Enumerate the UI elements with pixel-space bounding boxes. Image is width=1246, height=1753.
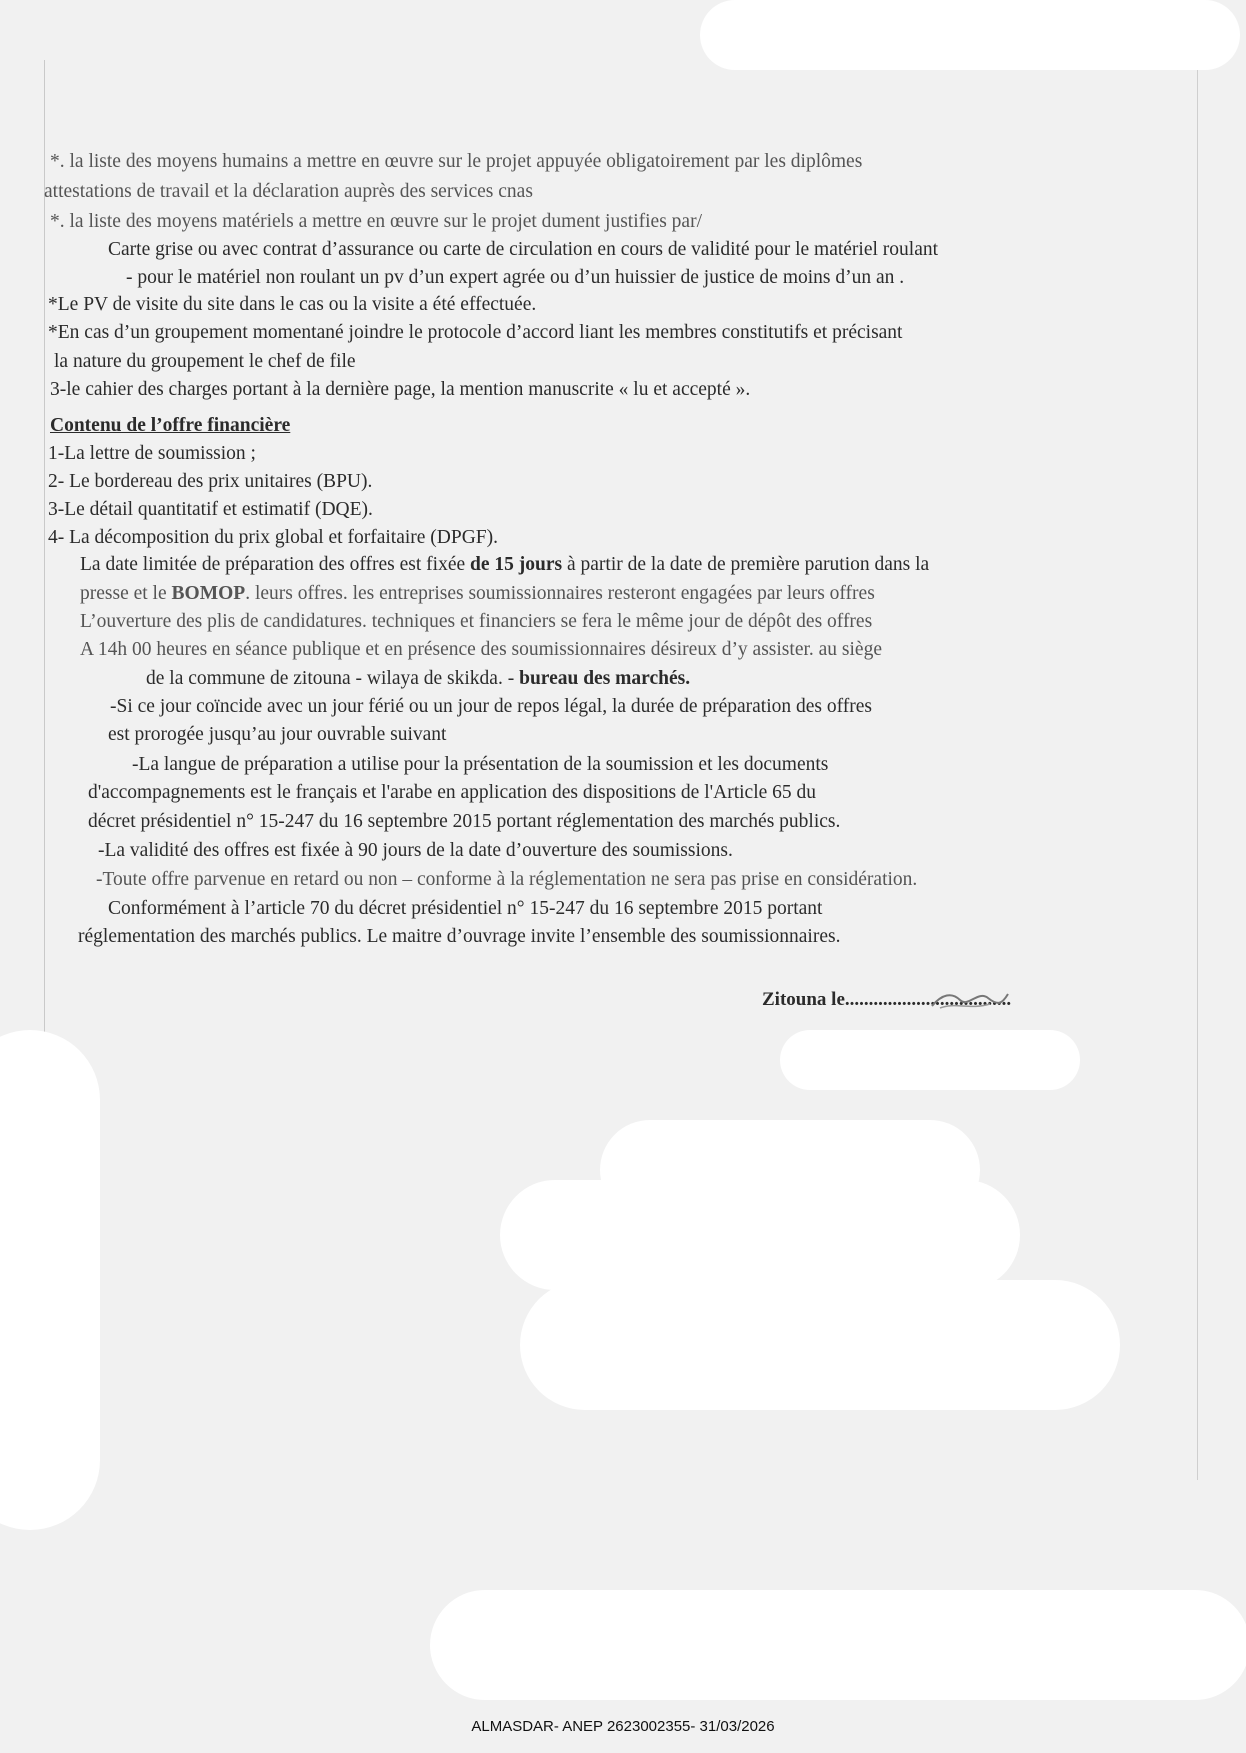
redaction-blob <box>780 1030 1080 1090</box>
text-line: -Toute offre parvenue en retard ou non – conforme à la réglementation ne sera pas prise en considération. <box>96 869 918 890</box>
text-span: . leurs offres. les entreprises soumissionnaires resteront engagées par leurs offres <box>245 583 875 604</box>
signature-scribble-icon <box>930 986 1010 1012</box>
deadline-duration: de 15 jours <box>470 554 563 575</box>
text-line: *En cas d’un groupement momentané joindre le protocole d’accord liant les membres constitutifs et précisant <box>48 322 903 343</box>
text-span: à partir de la date de première parution dans la <box>566 554 930 575</box>
text-line: A 14h 00 heures en séance publique et en présence des soumissionnaires désireux d’y assister. au siège <box>80 639 882 660</box>
text-line: -Si ce jour coïncide avec un jour férié ou un jour de repos légal, la durée de préparation des offres <box>110 696 873 717</box>
text-line: -La langue de préparation a utilise pour la présentation de la soumission et les documents <box>132 754 829 775</box>
text-line <box>80 582 875 606</box>
text-line: Conformément à l’article 70 du décret présidentiel n° 15-247 du 16 septembre 2015 portant <box>108 898 823 919</box>
list-item: 2- Le bordereau des prix unitaires (BPU). <box>48 471 373 492</box>
text-line: Carte grise ou avec contrat d’assurance ou carte de circulation en cours de validité pour le matériel roulant <box>108 239 939 260</box>
redaction-blob <box>0 1030 100 1530</box>
text-line: 3-le cahier des charges portant à la dernière page, la mention manuscrite « lu et accepté ». <box>50 379 751 400</box>
signature-line: Zitouna le................................... <box>762 989 1012 1010</box>
text-line <box>80 553 929 577</box>
text-line: attestations de travail et la déclaration auprès des services cnas <box>44 181 533 202</box>
footer-reference: ALMASDAR- ANEP 2623002355- 31/03/2026 <box>471 1718 775 1735</box>
text-line: *. la liste des moyens matériels a mettre en œuvre sur le projet dument justifies par/ <box>50 211 702 232</box>
text-line: la nature du groupement le chef de file <box>54 351 356 372</box>
page-border-right <box>1197 60 1198 1480</box>
list-item: 1-La lettre de soumission ; <box>48 443 256 464</box>
list-item: 3-Le détail quantitatif et estimatif (DQE). <box>48 499 373 520</box>
text-line: *. la liste des moyens humains a mettre en œuvre sur le projet appuyée obligatoirement par les diplômes <box>50 151 863 172</box>
text-span: La date limitée de préparation des offres est fixée <box>80 554 466 575</box>
list-item: 4- La décomposition du prix global et forfaitaire (DPGF). <box>48 527 499 548</box>
redaction-blob <box>700 0 1240 70</box>
text-line: décret présidentiel n° 15-247 du 16 septembre 2015 portant réglementation des marchés publics. <box>88 811 841 832</box>
redaction-blob <box>520 1280 1120 1410</box>
redaction-blob <box>500 1180 1020 1290</box>
text-line: d'accompagnements est le français et l'arabe en application des dispositions de l'Article 65 du <box>88 782 817 803</box>
bomop-label: BOMOP <box>171 583 246 604</box>
text-line: réglementation des marchés publics. Le maitre d’ouvrage invite l’ensemble des soumissionnaires. <box>78 926 841 947</box>
section-heading: Contenu de l’offre financière <box>50 415 291 436</box>
text-span: de la commune de zitouna - wilaya de skikda. - <box>146 668 515 689</box>
text-line: L’ouverture des plis de candidatures. techniques et financiers se fera le même jour de dépôt des offres <box>80 611 873 632</box>
text-line: - pour le matériel non roulant un pv d’un expert agrée ou d’un huissier de justice de moins d’un an . <box>126 267 905 288</box>
redaction-blob <box>430 1590 1246 1700</box>
text-line: *Le PV de visite du site dans le cas ou la visite a été effectuée. <box>48 294 537 315</box>
text-span: presse et le <box>80 583 167 604</box>
text-line: -La validité des offres est fixée à 90 jours de la date d’ouverture des soumissions. <box>98 840 733 861</box>
text-line <box>146 667 690 691</box>
bureau-label: bureau des marchés. <box>519 668 691 689</box>
text-line: est prorogée jusqu’au jour ouvrable suivant <box>108 724 447 745</box>
